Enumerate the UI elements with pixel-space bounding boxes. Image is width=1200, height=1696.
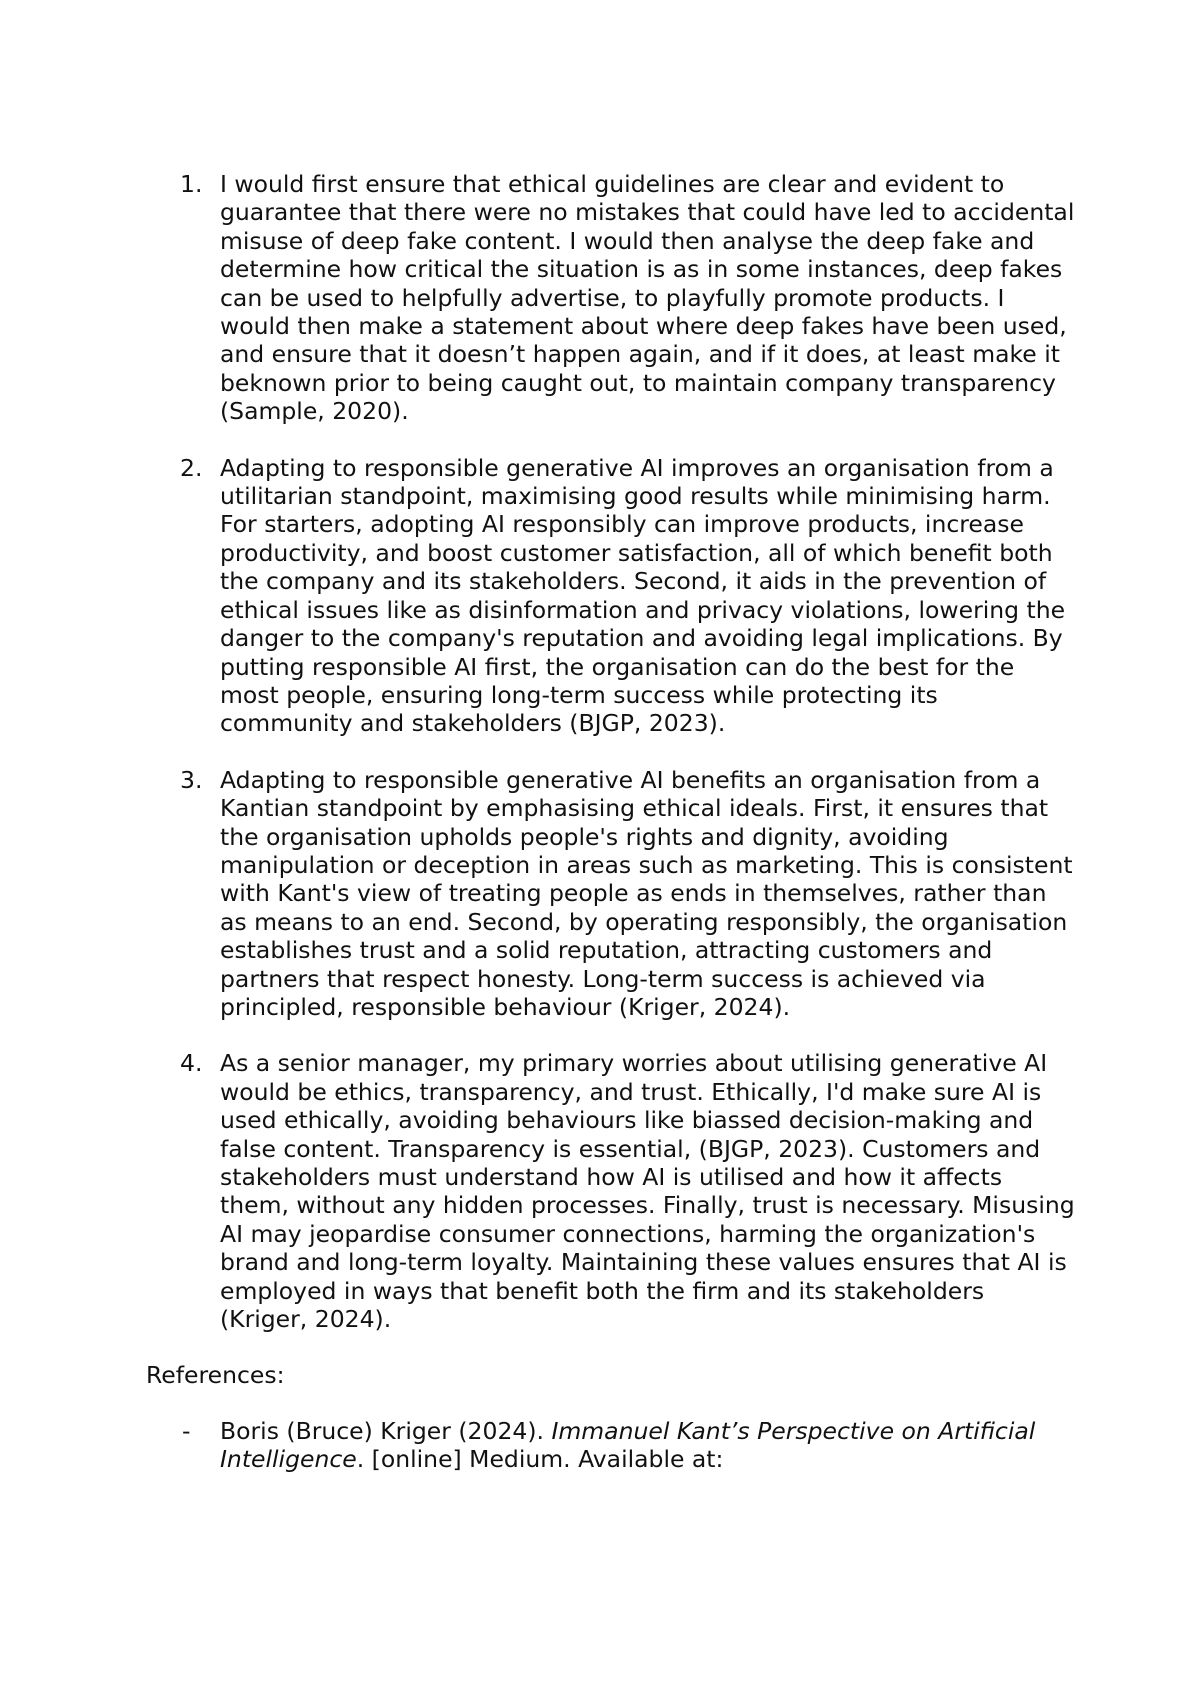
- list-item-text: Adapting to responsible generative AI improves an organisation from a utilitarian standpoint, maximising good results while minimising harm. For starters, adopting AI responsibly can improve products, increase productivity, and boost customer satisfaction, all of which benefit both the company and its stakeholders. Second, it aids in the prevention of ethical issues like as disinformation and privacy violations, lowering the danger to the company's reputation and avoiding legal implications. By putting responsible AI first, the organisation can do the best for the most people, ensuring long-term success while protecting its community and stakeholders (BJGP, 2023).: [220, 453, 1066, 738]
- list-item-1: [146, 170, 1076, 426]
- list-item-text: Adapting to responsible generative AI benefits an organisation from a Kantian standpoint by emphasising ethical ideals. First, it ensures that the organisation upholds people's rights and dignity, avoiding manipulation or deception in areas such as marketing. This is consistent with Kant's view of treating people as ends in themselves, rather than as means to an end. Second, by operating responsibly, the organisation establishes trust and a solid reputation, attracting customers and partners that respect honesty. Long-term success is achieved via principled, responsible behaviour (Kriger, 2024).: [220, 765, 1073, 1021]
- list-item-3: [146, 766, 1076, 1022]
- reference-bullet: -: [182, 1416, 191, 1445]
- list-number: 4.: [180, 1049, 203, 1078]
- list-number: 3.: [180, 765, 203, 794]
- list-number: 1.: [180, 170, 203, 198]
- reference-author-year: Boris (Bruce) Kriger (2024).: [220, 1416, 552, 1445]
- numbered-list: [146, 170, 1076, 1333]
- list-item-4: [146, 1049, 1076, 1333]
- list-number: 2.: [180, 453, 203, 482]
- reference-source: . [online] Medium. Available at:: [356, 1445, 724, 1474]
- document-body: [146, 170, 1076, 1474]
- list-item-2: [146, 454, 1076, 738]
- list-item-text: I would first ensure that ethical guidelines are clear and evident to guarantee that there were no mistakes that could have led to accidental misuse of deep fake content. I would then analyse the deep fake and determine how critical the situation is as in some instances, deep fakes can be used to helpfully advertise, to playfully promote products. I would then make a statement about where deep fakes have been used, and ensure that it doesn’t happen again, and if it does, at least make it beknown prior to being caught out, to maintain company transparency (Sample, 2020).: [220, 170, 1075, 426]
- reference-title: Immanuel Kant’s Perspective on Artificial Intelligence: [220, 1416, 1036, 1474]
- references-list: [146, 1417, 1076, 1474]
- list-item-text: As a senior manager, my primary worries about utilising generative AI would be ethics, transparency, and trust. Ethically, I'd make sure AI is used ethically, avoiding behaviours like biassed decision-making and false content. Transparency is essential, (BJGP, 2023). Customers and stakeholders must understand how AI is utilised and how it affects them, without any hidden processes. Finally, trust is necessary. Misusing AI may jeopardise consumer connections, harming the organization's brand and long-term loyalty. Maintaining these values ensures that AI is employed in ways that benefit both the firm and its stakeholders (Kriger, 2024).: [220, 1049, 1075, 1334]
- references-heading: References:: [146, 1361, 285, 1390]
- reference-item: [146, 1417, 1076, 1474]
